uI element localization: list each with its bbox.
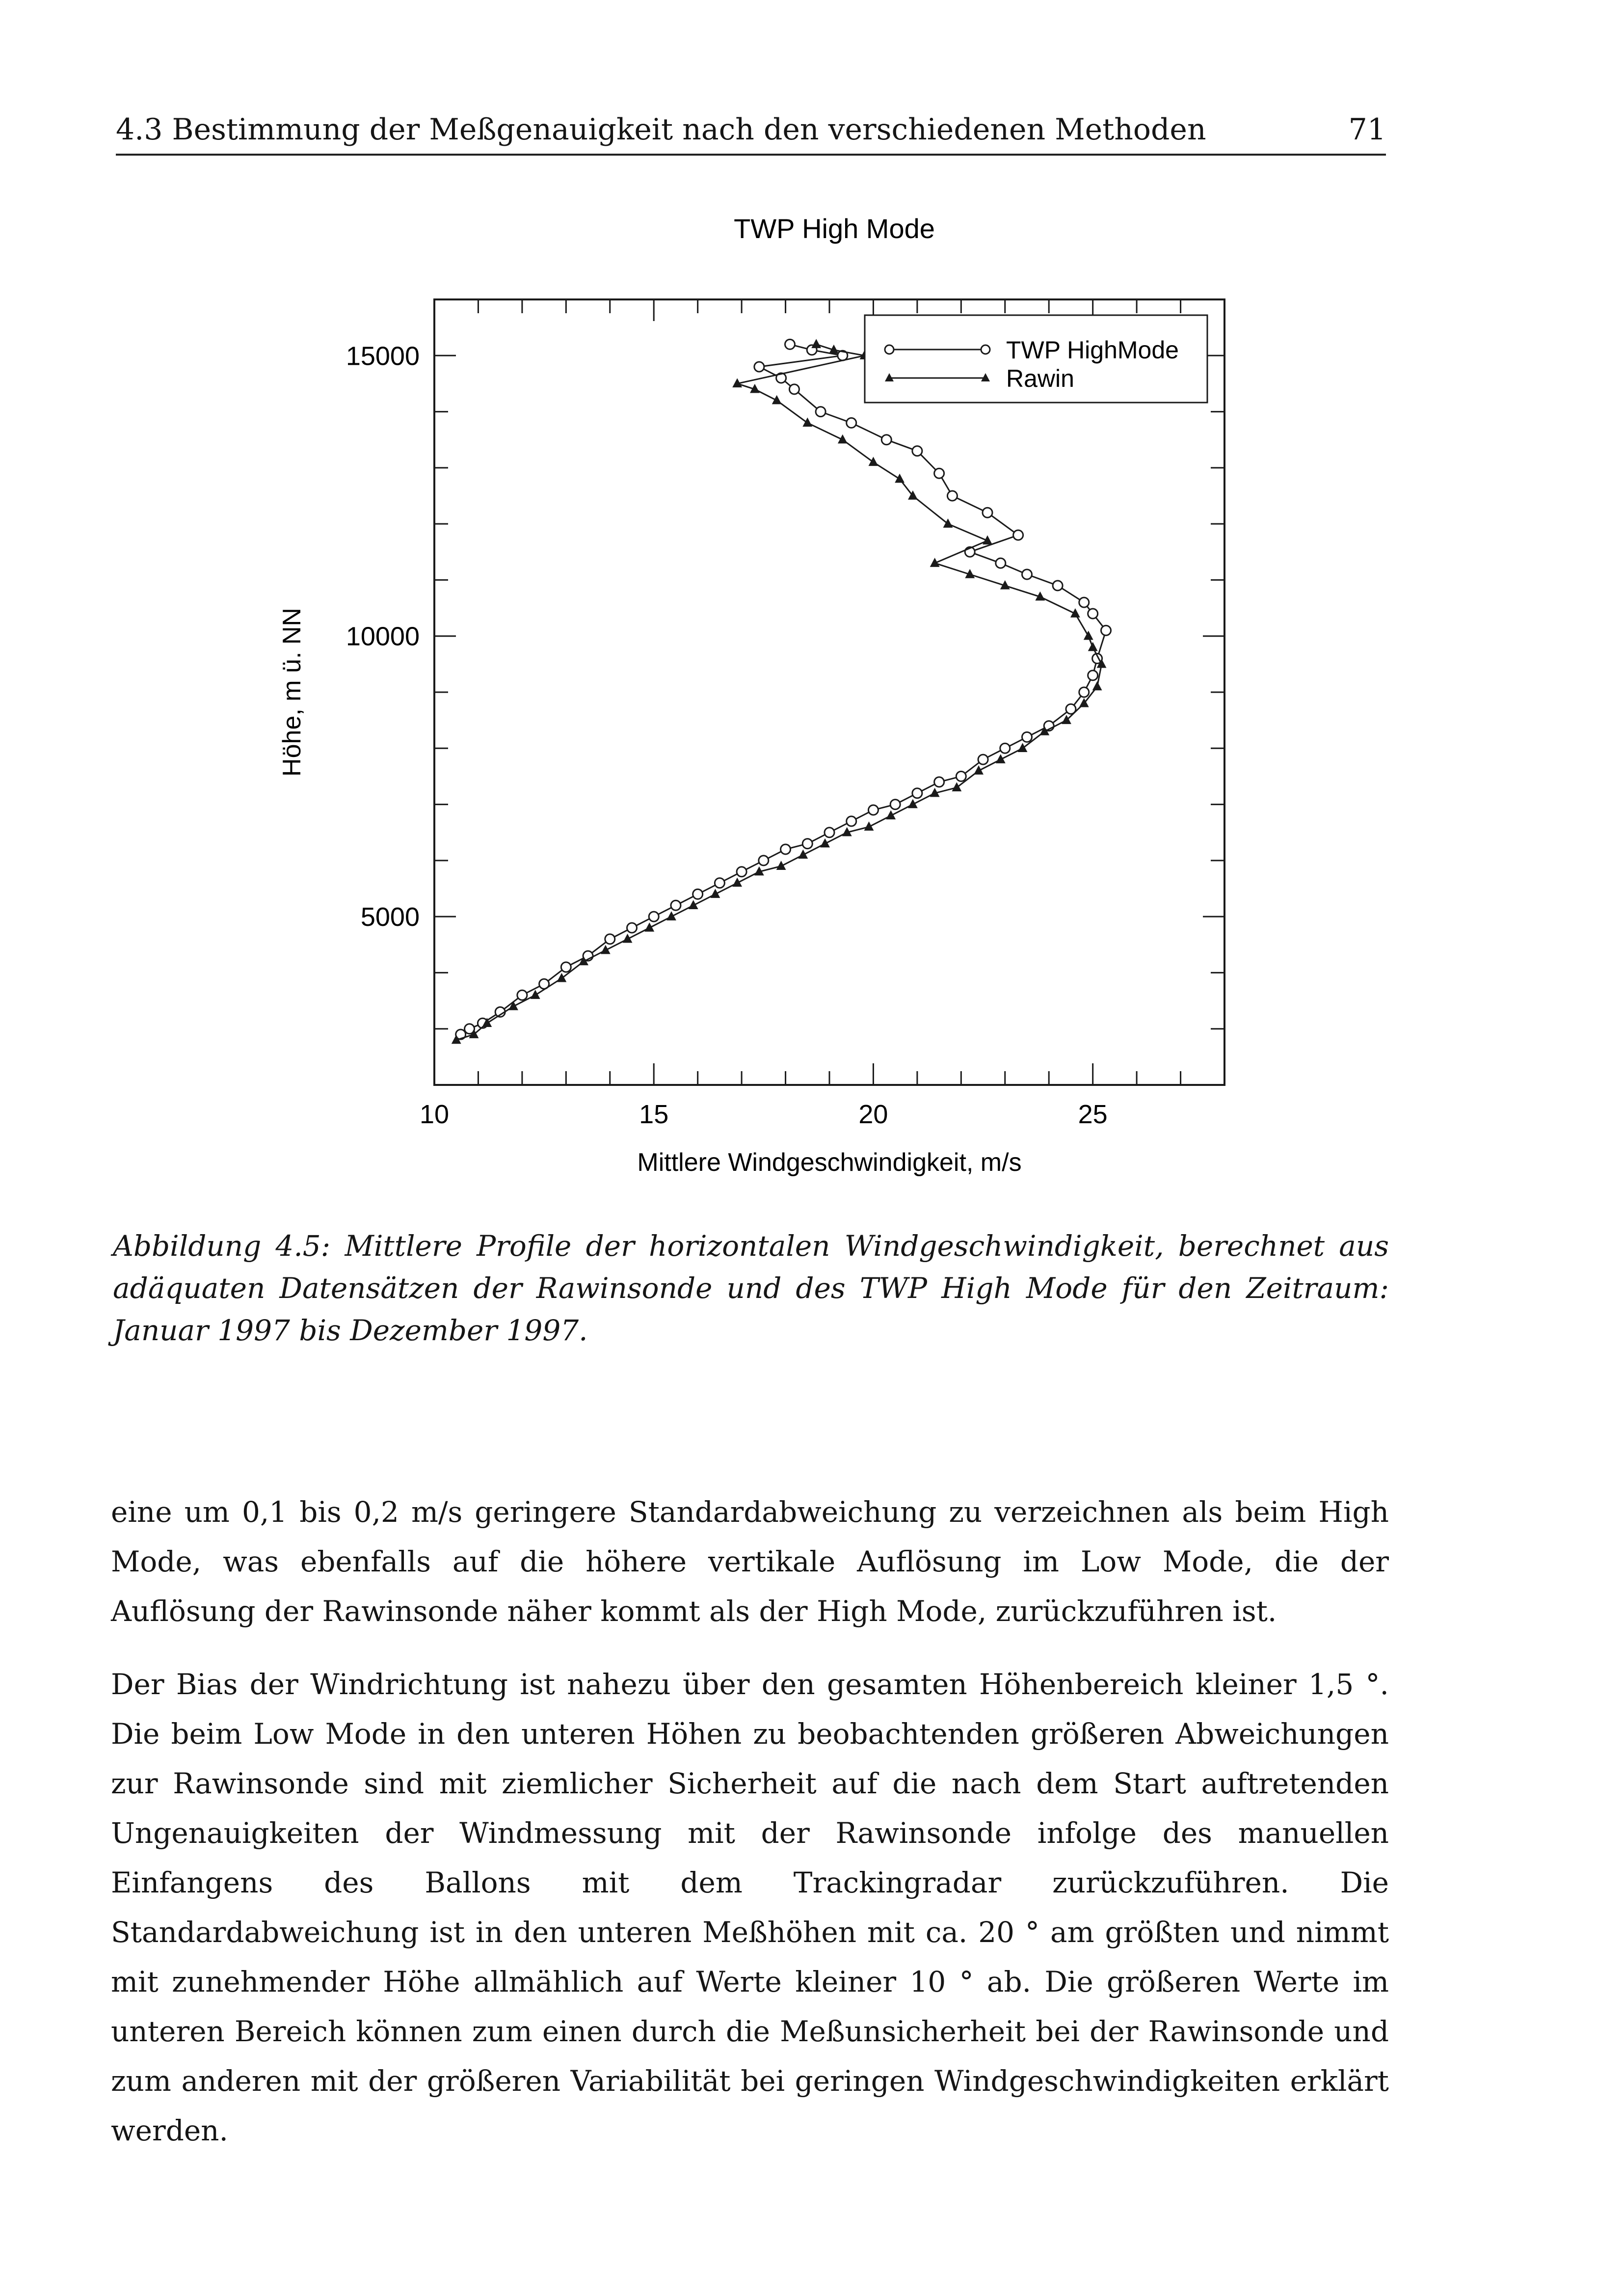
data-point-triangle <box>864 821 874 831</box>
data-point-triangle <box>895 474 905 483</box>
data-point-circle <box>934 777 944 787</box>
data-point-circle <box>754 362 764 372</box>
y-tick-label: 15000 <box>346 341 420 371</box>
y-tick-label: 5000 <box>360 902 420 932</box>
data-point-triangle <box>666 911 676 920</box>
data-point-circle <box>1022 569 1032 579</box>
paragraph-2: Der Bias der Windrichtung ist nahezu über den gesamten Höhenbereich kleiner 1,5 °. Die beim Low Mode in den unteren Höhen zu beobachtenden größeren Abweichungen zur Rawinsonde sind mit ziemlicher Sicherheit auf die nach dem Start auftretenden Ungenauigkeiten der Windmessung mit der Rawinsonde infolge des manuellen Einfangens des Ballons mit dem Trackingradar zurückzuführen. Die Standardabweichung ist in den unteren Meßhöhen mit ca. 20 ° am größten und nimmt mit zunehmender Höhe allmählich auf Werte kleiner 10 ° ab. Die größeren Werte im unteren Bereich können zum einen durch die Meßunsicherheit bei der Rawinsonde und zum anderen mit der größeren Variabilität bei geringen Windgeschwindigkeiten erklärt werden. <box>111 1668 1389 2147</box>
data-point-triangle <box>711 889 720 898</box>
chart-title: TWP High Mode <box>734 213 935 244</box>
legend-marker-circle <box>981 345 990 354</box>
series-line <box>456 344 1102 1040</box>
data-point-circle <box>627 923 637 933</box>
data-point-circle <box>789 384 799 394</box>
series-rawin <box>452 339 1107 1044</box>
data-point-circle <box>1088 609 1098 619</box>
data-point-triangle <box>802 417 812 427</box>
data-point-triangle <box>508 1001 518 1010</box>
series-twp-highmode <box>456 339 1111 1039</box>
data-point-circle <box>947 491 957 501</box>
data-point-circle <box>816 407 825 417</box>
data-point-circle <box>802 839 812 849</box>
axis-ticks <box>434 299 1224 1085</box>
paragraph-1: eine um 0,1 bis 0,2 m/s geringere Standardabweichung zu verzeichnen als beim High Mode, was ebenfalls auf die höhere vertikale Auflösung im Low Mode, die der Auflösung der Rawinsonde näher kommt als der High Mode, zurückzuführen ist. <box>111 1495 1389 1628</box>
data-point-circle <box>671 900 681 910</box>
data-point-circle <box>1000 743 1010 753</box>
data-point-circle <box>868 805 878 815</box>
x-tick-label: 25 <box>1078 1100 1108 1129</box>
data-point-circle <box>1013 530 1023 540</box>
caption-label: Abbildung 4.5: <box>113 1229 331 1263</box>
data-point-triangle <box>732 878 742 887</box>
data-point-triangle <box>811 339 821 348</box>
x-tick-label: 15 <box>639 1100 669 1129</box>
data-point-circle <box>1079 687 1089 697</box>
wind-profile-chart <box>0 187 1623 1198</box>
data-point-triangle <box>644 922 654 932</box>
data-point-circle <box>996 558 1006 568</box>
figure-caption <box>113 1225 1389 1351</box>
data-point-circle <box>1079 597 1089 607</box>
data-point-triangle <box>689 900 698 909</box>
legend-marker-circle <box>885 345 894 354</box>
data-point-triangle <box>798 849 808 859</box>
data-point-triangle <box>943 518 953 528</box>
data-point-triangle <box>776 861 786 870</box>
data-point-triangle <box>838 434 848 444</box>
body-text <box>111 1487 1389 2175</box>
axis-tick-labels <box>346 341 1108 1129</box>
chart-legend <box>865 315 1207 403</box>
legend-label: Rawin <box>1006 365 1074 392</box>
data-point-triangle <box>601 945 611 954</box>
data-point-triangle <box>908 799 918 809</box>
data-point-circle <box>890 800 900 810</box>
data-point-triangle <box>1070 608 1080 618</box>
data-point-triangle <box>952 782 961 791</box>
y-tick-label: 10000 <box>346 621 420 651</box>
data-point-circle <box>693 889 703 899</box>
series-line <box>461 344 1106 1034</box>
data-point-circle <box>956 771 966 781</box>
data-point-circle <box>781 844 791 854</box>
data-point-triangle <box>1092 681 1102 691</box>
data-point-circle <box>1101 625 1111 635</box>
data-point-circle <box>978 755 988 764</box>
data-point-triangle <box>869 457 878 466</box>
data-point-circle <box>561 962 571 972</box>
data-point-triangle <box>820 838 830 848</box>
data-point-circle <box>881 435 891 445</box>
data-point-circle <box>1053 581 1063 591</box>
data-point-triangle <box>996 754 1006 763</box>
data-point-circle <box>759 856 769 865</box>
legend-label: TWP HighMode <box>1006 336 1179 364</box>
data-point-circle <box>605 934 615 944</box>
data-point-circle <box>825 828 834 837</box>
data-point-triangle <box>623 934 633 943</box>
data-point-circle <box>983 508 992 517</box>
data-point-triangle <box>531 990 540 999</box>
data-point-circle <box>785 339 795 349</box>
data-point-circle <box>715 878 724 888</box>
data-point-circle <box>912 446 922 456</box>
data-point-circle <box>934 468 944 478</box>
data-point-circle <box>912 788 922 798</box>
data-point-circle <box>737 867 746 877</box>
data-point-circle <box>1022 732 1032 742</box>
data-point-circle <box>847 418 856 428</box>
data-point-circle <box>1088 671 1098 680</box>
plot-frame <box>434 299 1224 1085</box>
data-point-triangle <box>1088 642 1098 651</box>
data-point-triangle <box>1018 743 1028 752</box>
y-axis-label: Höhe, m ü. NN <box>278 608 306 777</box>
data-point-triangle <box>974 765 984 775</box>
page-number: 71 <box>1348 112 1386 147</box>
data-point-circle <box>847 816 856 826</box>
running-head <box>116 107 1386 156</box>
x-tick-label: 20 <box>858 1100 888 1129</box>
data-point-triangle <box>557 973 566 982</box>
data-point-circle <box>517 990 527 1000</box>
data-point-triangle <box>1084 631 1093 640</box>
x-tick-label: 10 <box>419 1100 450 1129</box>
data-point-triangle <box>772 395 782 405</box>
data-series <box>452 339 1111 1044</box>
data-point-triangle <box>886 810 896 819</box>
data-point-circle <box>649 912 659 921</box>
x-axis-label: Mittlere Windgeschwindigkeit, m/s <box>637 1148 1022 1177</box>
caption-text: Mittlere Profile der horizontalen Windgeschwindigkeit, berechnet aus adäquaten Datensätzen der Rawinsonde und des TWP High Mode für den Zeitraum: Januar 1997 bis Dezember 1997. <box>113 1229 1389 1347</box>
running-head-title: 4.3 Bestimmung der Meßgenauigkeit nach den verschiedenen Methoden <box>116 112 1206 147</box>
